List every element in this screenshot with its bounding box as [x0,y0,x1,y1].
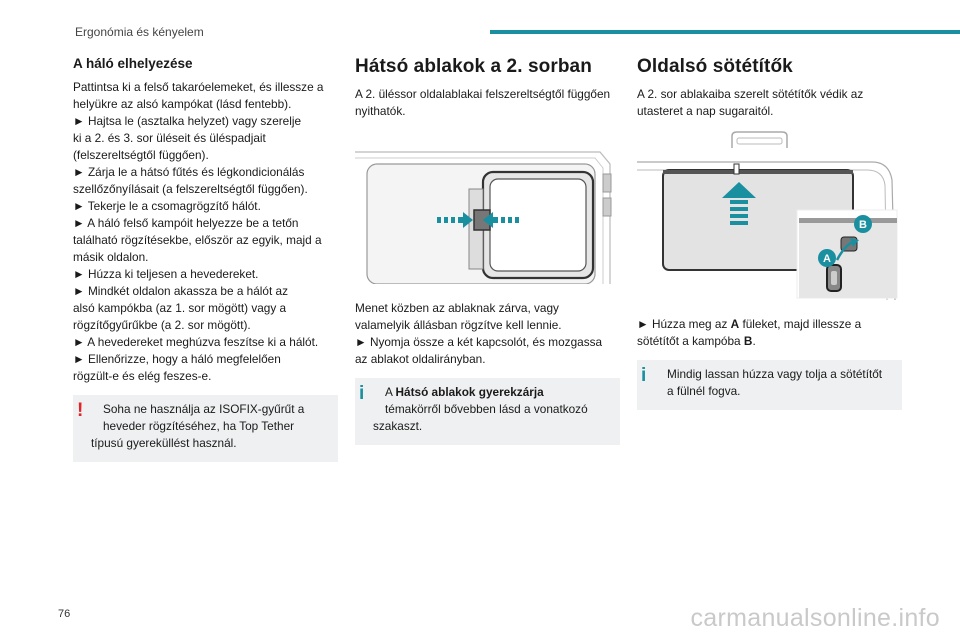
body-line: ► A háló felső kampóit helyezze be a tetőn [73,216,299,230]
body-line: helyükre az alsó kampókat (lásd fentebb). [73,97,292,111]
sunblind-step-line-2 [637,333,902,350]
column-rear-windows [355,56,620,445]
text-run: ► Húzza meg az [637,317,731,331]
info-text-2: szakaszt. [373,419,423,433]
text-bold-a: A [730,317,740,331]
body-line: ► Nyomja össze a két kapcsolót, és mozgassa [355,335,603,349]
info-text-1: Mindig lassan húzza vagy tolja a sötétítőt [667,367,883,381]
body-line: Pattintsa ki a felső takaróelemeket, és illessze a [73,80,324,94]
sunblind-illustration [637,130,899,300]
warning-text-2: heveder rögzítéséhez, ha Top Tether [103,419,295,433]
body-line: ► Ellenőrizze, hogy a háló megfelelően [73,352,281,366]
watermark: carmanualsonline.info [690,604,940,632]
body-line: rögzült-e és elég feszes-e. [73,369,212,383]
body-line: valamelyik állásban rögzítve kell lennie. [355,318,562,332]
rear-windows-intro [355,86,620,120]
body-line: ► Mindkét oldalon akassza be a hálót az [73,284,288,298]
info-text-1: témakörről bővebben lásd a vonatkozó [385,402,588,416]
info-box-child-lock [355,378,620,445]
intro-line: nyithatók. [355,104,406,118]
body-line: ► Hajtsa le (asztalka helyzet) vagy szerelje [73,114,302,128]
body-line: Menet közben az ablaknak zárva, vagy [355,301,559,315]
heading-sunblinds: Oldalsó sötétítők [637,56,793,77]
body-line: ► Tekerje le a csomagrögzítő hálót. [73,199,261,213]
info-box-sunblind [637,360,902,410]
body-line: ► Zárja le a hátsó fűtés és légkondicionálás [73,165,305,179]
body-line: ► A hevedereket meghúzva feszítse ki a hálót. [73,335,319,349]
rear-window-illustration [355,134,617,284]
intro-line: utasteret a nap sugaraitól. [637,104,774,118]
body-line: található rögzítésekbe, először az egyik, majd a [73,233,322,247]
callout-label-a: A [823,253,831,265]
warning-icon: ! [77,400,84,421]
warning-text-1: Soha ne használja az ISOFIX-gyűrűt a [103,402,305,416]
heading-rear-windows: Hátsó ablakok a 2. sorban [355,56,592,77]
body-line: szellőzőnyílásait (a felszereltségtől függően). [73,182,308,196]
info-bold-topic: Hátsó ablakok gyerekzárja [395,385,544,399]
column-net [73,56,338,462]
body-line: alsó kampókba (az 1. sor mögött) vagy a [73,301,287,315]
callout-label-b: B [859,219,867,231]
body-line: másik oldalon. [73,250,149,264]
text-run: füleket, majd illessze a [739,317,862,331]
rear-windows-instructions [355,300,620,368]
sunblinds-intro [637,86,902,120]
sunblind-step-line-1 [637,316,902,333]
text-run: sötétítőt a kampóba [637,334,744,348]
body-line: ► Húzza ki teljesen a hevedereket. [73,267,259,281]
body-line: ki a 2. és 3. sor üléseit és üléspadjait [73,131,266,145]
body-line: rögzítőgyűrűkbe (a 2. sor mögött). [73,318,251,332]
header-accent-bar [490,30,960,34]
text-run: . [752,334,756,348]
body-line: (felszereltségtől függően). [73,148,209,162]
info-icon: i [359,383,365,404]
warning-text-3: típusú gyereküllést használ. [91,436,237,450]
rear-window-svg [355,134,617,284]
intro-line: A 2. sor ablakaiba szerelt sötétítők védik az [637,87,864,101]
body-line: az ablakot oldalirányban. [355,352,486,366]
column-sunblinds [637,56,902,410]
section-label: Ergonómia és kényelem [75,25,204,39]
page-number: 76 [58,608,71,620]
warning-box [73,395,338,462]
info-icon: i [641,365,647,386]
sunblind-svg [637,130,899,300]
info-prefix: A [385,385,396,399]
info-text-2: a fülnél fogva. [667,384,741,398]
net-instructions [73,79,338,385]
heading-net-placement: A háló elhelyezése [73,56,193,71]
sunblinds-instructions [637,316,902,350]
text-bold-b: B [743,334,753,348]
intro-line: A 2. üléssor oldalablakai felszereltségtől függően [355,87,611,101]
info-title-line [373,384,612,401]
